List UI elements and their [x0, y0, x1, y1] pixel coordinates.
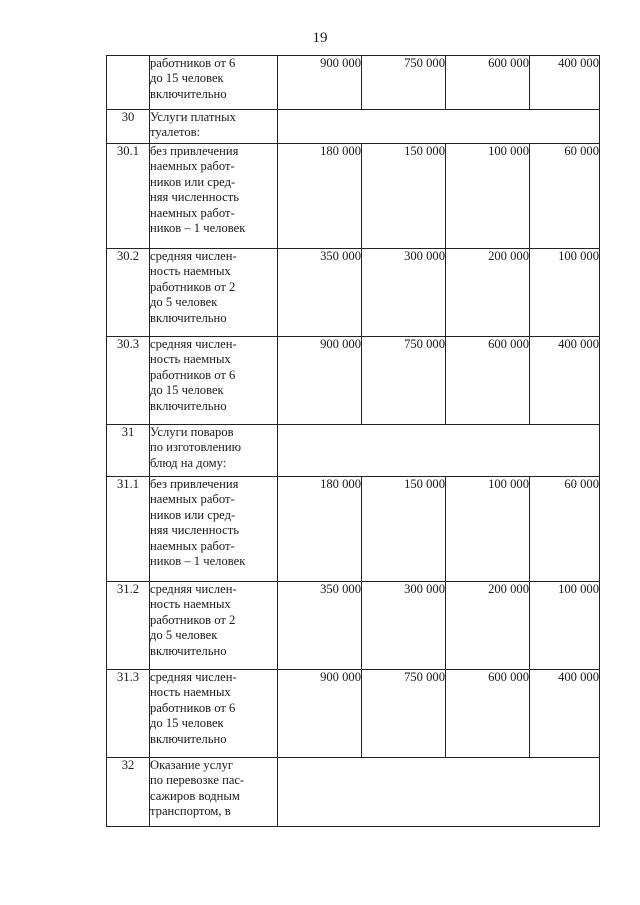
empty-merged-cell	[278, 758, 600, 827]
row-description: средняя числен- ность наемных работников от 2 до 5 человек включительно	[150, 582, 278, 670]
row-description: без привлечения наемных работ- ников или сред- няя численность наемных работ- ников – 1 человек	[150, 477, 278, 582]
row-description: средняя числен- ность наемных работников от 6 до 15 человек включительно	[150, 337, 278, 425]
table-row	[107, 249, 600, 337]
rate-value-2: 150 000	[362, 144, 446, 249]
table-row	[107, 337, 600, 425]
row-number: 31.2	[107, 582, 150, 670]
rate-value-4: 400 000	[530, 670, 600, 758]
rate-value-3: 600 000	[446, 670, 530, 758]
row-description: Оказание услуг по перевозке пас- сажиров водным транспортом, в	[150, 758, 278, 827]
empty-merged-cell	[278, 425, 600, 477]
rate-value-1: 180 000	[278, 144, 362, 249]
row-number: 31.3	[107, 670, 150, 758]
rate-value-3: 200 000	[446, 582, 530, 670]
rate-value-3: 100 000	[446, 477, 530, 582]
rate-value-4: 400 000	[530, 56, 600, 110]
rate-value-1: 350 000	[278, 249, 362, 337]
table-row	[107, 56, 600, 110]
rate-value-2: 750 000	[362, 670, 446, 758]
rate-value-1: 180 000	[278, 477, 362, 582]
row-number: 31	[107, 425, 150, 477]
rate-value-2: 750 000	[362, 337, 446, 425]
row-number: 30.2	[107, 249, 150, 337]
row-description: работников от 6 до 15 человек включительно	[150, 56, 278, 110]
rate-value-1: 350 000	[278, 582, 362, 670]
row-number: 30.3	[107, 337, 150, 425]
table-row	[107, 144, 600, 249]
rate-value-1: 900 000	[278, 337, 362, 425]
row-description: средняя числен- ность наемных работников от 6 до 15 человек включительно	[150, 670, 278, 758]
rate-value-2: 300 000	[362, 582, 446, 670]
row-description: Услуги поваров по изготовлению блюд на дому:	[150, 425, 278, 477]
rate-value-1: 900 000	[278, 56, 362, 110]
row-description: без привлечения наемных работ- ников или сред- няя численность наемных работ- ников – 1 человек	[150, 144, 278, 249]
rate-value-3: 600 000	[446, 337, 530, 425]
row-number: 30.1	[107, 144, 150, 249]
rate-value-2: 750 000	[362, 56, 446, 110]
row-number: 30	[107, 110, 150, 144]
row-description: средняя числен- ность наемных работников от 2 до 5 человек включительно	[150, 249, 278, 337]
table-row	[107, 110, 600, 144]
rate-value-3: 100 000	[446, 144, 530, 249]
rate-value-2: 150 000	[362, 477, 446, 582]
row-description: Услуги платных туалетов:	[150, 110, 278, 144]
row-number	[107, 56, 150, 110]
rate-value-4: 60 000	[530, 144, 600, 249]
rate-value-4: 60 000	[530, 477, 600, 582]
table-row	[107, 477, 600, 582]
rate-value-4: 100 000	[530, 249, 600, 337]
tax-rate-table	[106, 55, 600, 827]
table-body	[107, 56, 600, 827]
page-number: 19	[312, 30, 328, 46]
rate-value-1: 900 000	[278, 670, 362, 758]
row-number: 31.1	[107, 477, 150, 582]
table-row	[107, 758, 600, 827]
rate-value-4: 400 000	[530, 337, 600, 425]
rate-value-4: 100 000	[530, 582, 600, 670]
row-number: 32	[107, 758, 150, 827]
rate-value-3: 600 000	[446, 56, 530, 110]
empty-merged-cell	[278, 110, 600, 144]
rate-value-3: 200 000	[446, 249, 530, 337]
table-row	[107, 670, 600, 758]
table-row	[107, 425, 600, 477]
table-row	[107, 582, 600, 670]
rate-value-2: 300 000	[362, 249, 446, 337]
